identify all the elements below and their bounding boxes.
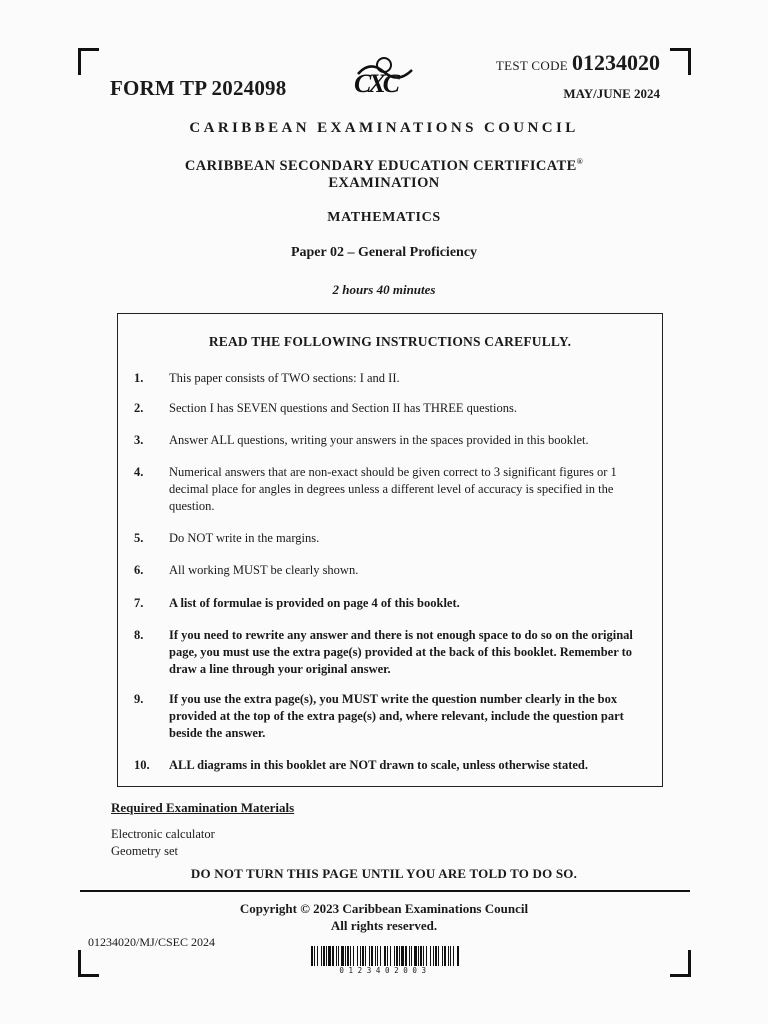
barcode-bar bbox=[321, 946, 322, 966]
form-code: FORM TP 2024098 bbox=[110, 76, 287, 100]
copyright-notice bbox=[0, 900, 768, 934]
council-name: CARIBBEAN EXAMINATIONS COUNCIL bbox=[189, 120, 579, 136]
barcode-bar bbox=[438, 946, 439, 966]
barcode-bar bbox=[394, 946, 395, 966]
barcode-bar bbox=[444, 946, 446, 966]
certificate-title bbox=[0, 153, 768, 192]
barcode-bar bbox=[442, 946, 443, 966]
barcode-bar bbox=[362, 946, 364, 966]
copyright-line-1: Copyright © 2023 Caribbean Examinations Council bbox=[239, 901, 529, 916]
registered-mark: ® bbox=[576, 157, 584, 166]
barcode-bar bbox=[390, 946, 391, 966]
barcode-bar bbox=[420, 946, 422, 966]
barcode-bar bbox=[399, 946, 400, 966]
barcode-bar bbox=[360, 946, 361, 966]
footer-divider bbox=[80, 890, 690, 892]
barcode-bar bbox=[414, 946, 417, 966]
copyright-line-2: All rights reserved. bbox=[330, 918, 438, 933]
exam-sitting: MAY/JUNE 2024 bbox=[563, 86, 660, 101]
barcode-digits: 0123402003 bbox=[339, 966, 431, 975]
barcode-bar bbox=[433, 946, 434, 966]
barcode-bar bbox=[418, 946, 419, 966]
instruction-number: 2. bbox=[134, 401, 144, 415]
barcode-bar bbox=[371, 946, 373, 966]
barcode-bar bbox=[375, 946, 376, 966]
barcode-bar bbox=[328, 946, 331, 966]
exam-duration: 2 hours 40 minutes bbox=[332, 282, 436, 297]
instruction-text: All working MUST be clearly shown. bbox=[169, 563, 359, 577]
barcode-bar bbox=[317, 946, 318, 966]
barcode-bar bbox=[448, 946, 449, 966]
test-code-number: 01234020 bbox=[572, 50, 660, 75]
instruction-text: Answer ALL questions, writing your answers in the spaces provided in this booklet. bbox=[169, 433, 589, 447]
barcode-bar bbox=[353, 946, 354, 966]
instruction-number: 7. bbox=[134, 596, 144, 610]
instruction-number: 4. bbox=[134, 465, 144, 479]
instruction-text: If you use the extra page(s), you MUST write the question number clearly in the box provided at the top of the extra page(s) and, where relevant, include the question part beside the answer. bbox=[169, 692, 624, 740]
materials-heading: Required Examination Materials bbox=[111, 800, 295, 815]
paper-title: Paper 02 – General Proficiency bbox=[290, 245, 478, 260]
barcode-bar bbox=[369, 946, 370, 966]
certificate-line-2: EXAMINATION bbox=[328, 174, 440, 191]
instruction-number: 9. bbox=[134, 692, 144, 706]
subject-title: MATHEMATICS bbox=[327, 210, 441, 225]
barcode-bar bbox=[326, 946, 327, 966]
instruction-text: Numerical answers that are non-exact should be given correct to 3 significant figures or 1 decimal place for angles in degrees unless a different level of accuracy is specified in the question. bbox=[169, 465, 617, 513]
material-item: Electronic calculator bbox=[111, 827, 215, 841]
barcode-bar bbox=[336, 946, 337, 966]
barcode-bar bbox=[435, 946, 437, 966]
barcode-bar bbox=[401, 946, 404, 966]
paper-code: 01234020/MJ/CSEC 2024 bbox=[88, 935, 216, 949]
barcode-bar bbox=[357, 946, 358, 966]
do-not-turn-warning: DO NOT TURN THIS PAGE UNTIL YOU ARE TOLD TO DO SO. bbox=[190, 866, 578, 881]
barcode bbox=[311, 946, 459, 966]
cxc-logo bbox=[350, 52, 420, 100]
barcode-bar bbox=[384, 946, 386, 966]
barcode-bar bbox=[347, 946, 349, 966]
barcode-bar bbox=[430, 946, 431, 966]
barcode-bar bbox=[396, 946, 398, 966]
corner-mark-top-left bbox=[78, 48, 99, 75]
barcode-bar bbox=[350, 946, 351, 966]
instructions-box bbox=[117, 313, 663, 787]
corner-mark-bottom-left bbox=[78, 950, 99, 977]
barcode-bar bbox=[387, 946, 388, 966]
barcode-bar bbox=[450, 946, 451, 966]
instruction-text: Section I has SEVEN questions and Section II has THREE questions. bbox=[169, 401, 517, 415]
barcode-bar bbox=[345, 946, 346, 966]
material-item: Geometry set bbox=[111, 844, 178, 858]
barcode-bar bbox=[380, 946, 381, 966]
instruction-number: 6. bbox=[134, 563, 144, 577]
barcode-bar bbox=[323, 946, 325, 966]
barcode-bar bbox=[405, 946, 407, 966]
instructions-heading: READ THE FOLLOWING INSTRUCTIONS CAREFULLY. bbox=[208, 334, 572, 349]
certificate-line-1: CARIBBEAN SECONDARY EDUCATION CERTIFICATE bbox=[184, 157, 577, 174]
barcode-bar bbox=[365, 946, 366, 966]
barcode-bar bbox=[311, 946, 313, 966]
instruction-number: 8. bbox=[134, 628, 144, 642]
instruction-number: 5. bbox=[134, 531, 144, 545]
corner-mark-bottom-right bbox=[670, 950, 691, 977]
instruction-text: Do NOT write in the margins. bbox=[169, 531, 320, 545]
instruction-number: 1. bbox=[134, 371, 144, 385]
corner-mark-top-right bbox=[670, 48, 691, 75]
instruction-number: 10. bbox=[134, 758, 150, 772]
barcode-bar bbox=[338, 946, 339, 966]
barcode-bar bbox=[332, 946, 334, 966]
instruction-text: This paper consists of TWO sections: I and II. bbox=[169, 371, 400, 385]
cxc-logo-text: CXC bbox=[354, 69, 398, 98]
barcode-bar bbox=[457, 946, 459, 966]
barcode-bar bbox=[409, 946, 410, 966]
instruction-number: 3. bbox=[134, 433, 144, 447]
barcode-bar bbox=[411, 946, 412, 966]
barcode-bar bbox=[423, 946, 424, 966]
barcode-bar bbox=[453, 946, 454, 966]
test-code-block bbox=[450, 50, 660, 76]
instruction-text: A list of formulae is provided on page 4 of this booklet. bbox=[169, 596, 460, 610]
instruction-text: If you need to rewrite any answer and there is not enough space to do so on the original page, you must use the extra page(s) provided at the back of this booklet. Remember to draw a line through your original answer. bbox=[169, 628, 633, 676]
test-code-label: TEST CODE bbox=[495, 58, 568, 73]
barcode-bar bbox=[341, 946, 344, 966]
barcode-bar bbox=[377, 946, 378, 966]
barcode-bar bbox=[314, 946, 315, 966]
barcode-bar bbox=[426, 946, 427, 966]
instruction-text: ALL diagrams in this booklet are NOT drawn to scale, unless otherwise stated. bbox=[169, 758, 589, 772]
